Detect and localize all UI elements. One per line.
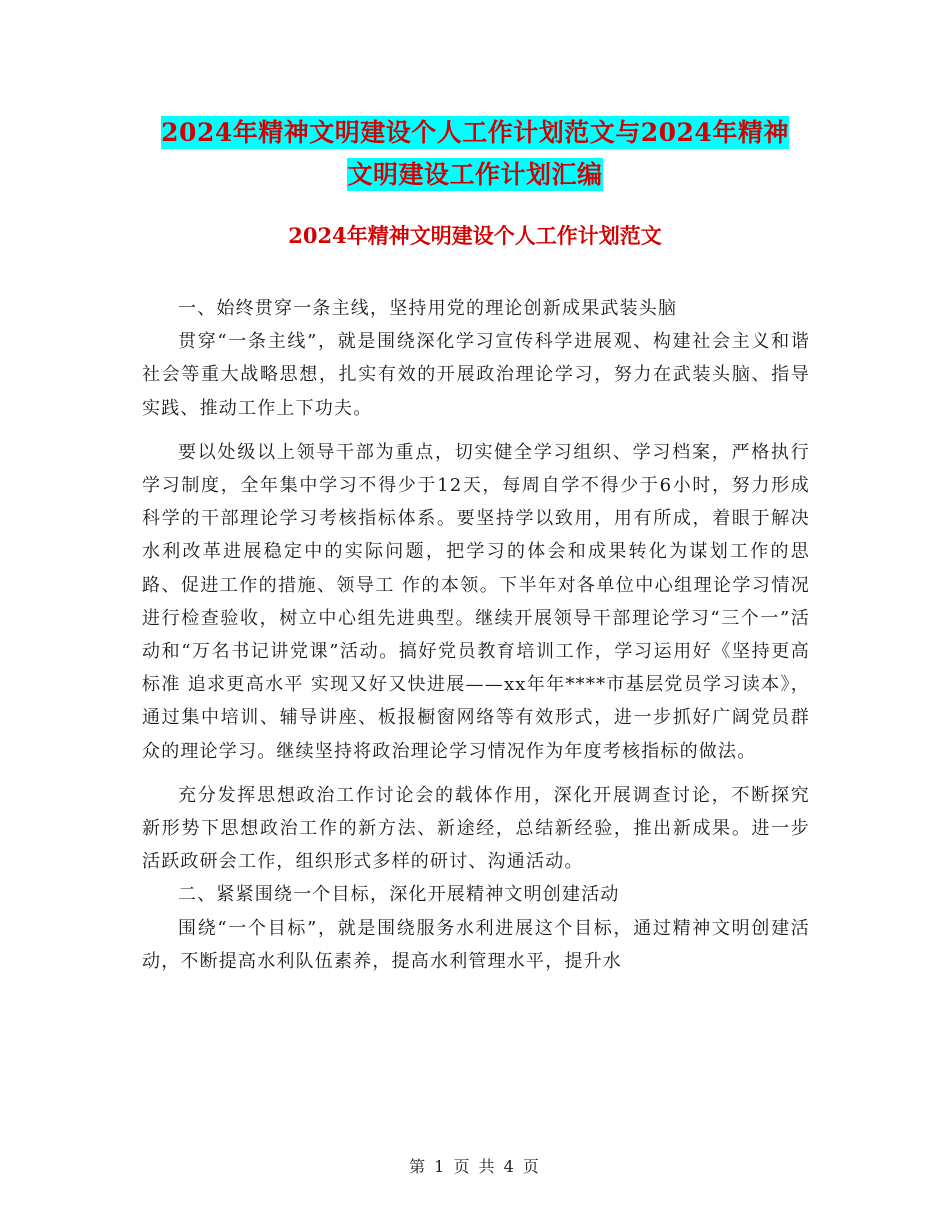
title-line-1: 2024年精神文明建设个人工作计划范文与2024年精神 xyxy=(161,118,789,147)
heading-two: 二、紧紧围绕一个目标，深化开展精神文明创建活动 xyxy=(178,884,620,906)
title-line-2: 文明建设工作计划汇编 xyxy=(347,160,603,189)
document-body xyxy=(142,292,810,978)
paragraph: 充分发挥思想政治工作讨论会的载体作用，深化开展调查讨论，不断探究新形势下思想政治工作的新方法、新途经，总结新经验，推出新成果。进一步活跃政研会工作，组织形式多样的研讨、沟通活动。 xyxy=(142,784,810,873)
document-title xyxy=(140,112,810,196)
heading-one: 一、始终贯穿一条主线，坚持用党的理论创新成果武装头脑 xyxy=(178,298,678,319)
paragraph: 围绕“一个目标”，就是围绕服务水利进展这个目标，通过精神文明创建活动，不断提高水利队伍素养，提高水利管理水平，提升水 xyxy=(142,917,810,972)
paragraph: 贯穿“一条主线”，就是围绕深化学习宣传科学进展观、构建社会主义和谐社会等重大战略思想，扎实有效的开展政治理论学习，努力在武装头脑、指导实践、推动工作上下功夫。 xyxy=(142,331,810,419)
paragraph: 要以处级以上领导干部为重点，切实健全学习组织、学习档案，严格执行学习制度，全年集中学习不得少于12天，每周自学不得少于6小时，努力形成科学的干部理论学习考核指标体系。要坚持学以致用，用有所成，着眼于解决水利改革进展稳定中的实际问题，把学习的体会和成果转化为谋划工作的思路、促进工作的措施、领导工 作的本领。下半年对各单位中心组理论学习情况进行检查验收，树立中心组先进典型。继续开展领导干部理论学习“三个一”活动和“万名书记讲党课”活动。搞好党员教育培训工作，学习运用好《坚持更高标准 追求更高水平 实现又好又快进展——xx年年****市基层党员学习读本》，通过集中培训、辅导讲座、板报橱窗网络等有效形式，进一步抓好广阔党员群众的理论学习。继续坚持将政治理论学习情况作为年度考核指标的做法。 xyxy=(142,441,810,762)
section-subtitle: 2024年精神文明建设个人工作计划范文 xyxy=(288,223,662,248)
page-number: 第 1 页 共 4 页 xyxy=(409,1157,541,1176)
